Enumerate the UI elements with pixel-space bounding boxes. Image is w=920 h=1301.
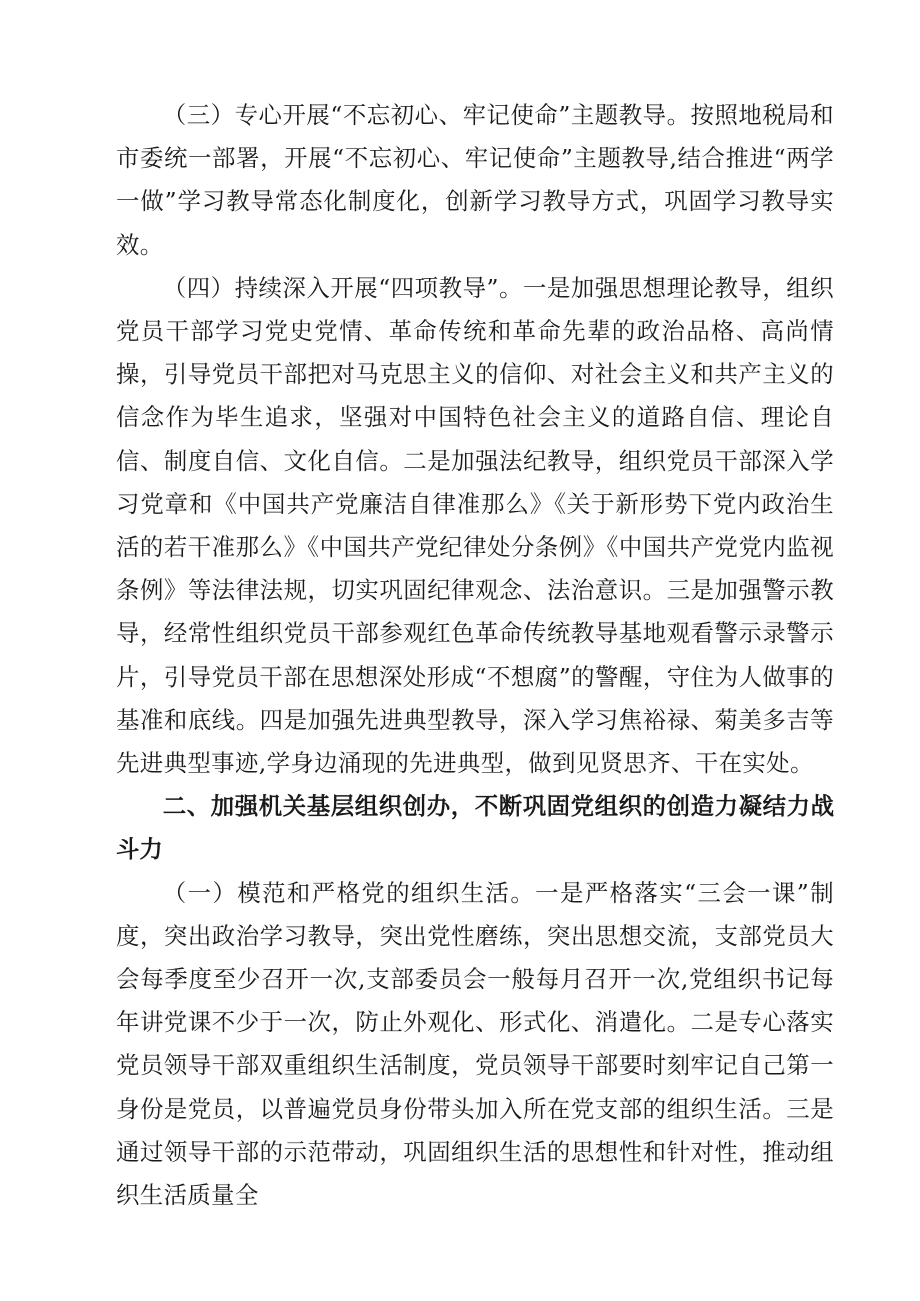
paragraph-subsection-1: （一）模范和严格党的组织生活。一是严格落实“三会一课”制度，突出政治学习教导，突出党性磨练，突出思想交流，支部党员大会每季度至少召开一次,支部委员会一般每月召开一次,党组织书记每年讲党课不少于一次，防止外观化、形式化、消遣化。二是专心落实党员领导干部双重组织生活制度，党员领导干部要时刻牢记自己第一身份是党员，以普遍党员身份带头加入所在党支部的组织生活。三是通过领导干部的示范带动，巩固组织生活的思想性和针对性，推动组织生活质量全 bbox=[116, 878, 834, 1210]
section-heading-2: 二、加强机关基层组织创办，不断巩固党组织的创造力凝结力战斗力 bbox=[116, 792, 834, 864]
paragraph-section-4: （四）持续深入开展“四项教导”。一是加强思想理论教导，组织党员干部学习党史党情、革命传统和革命先辈的政治品格、高尚情操，引导党员干部把对马克思主义的信仰、对社会主义和共产主义的信念作为毕生追求，坚强对中国特色社会主义的道路自信、理论自信、制度自信、文化自信。二是加强法纪教导，组织党员干部深入学习党章和《中国共产党廉洁自律准那么》《关于新形势下党内政治生活的若干准那么》《中国共产党纪律处分条例》《中国共产党党内监视条例》等法律法规，切实巩固纪律观念、法治意识。三是加强警示教导，经常性组织党员干部参观红色革命传统教导基地观看警示录警示片，引导党员干部在思想深处形成“不想腐”的警醒，守住为人做事的基准和底线。四是加强先进典型教导，深入学习焦裕禄、菊美多吉等先进典型事迹,学身边涌现的先进典型，做到见贤思齐、干在实处。 bbox=[116, 273, 834, 778]
paragraph-section-3: （三）专心开展“不忘初心、牢记使命”主题教导。按照地税局和市委统一部署，开展“不忘初心、牢记使命”主题教导,结合推进“两学一做”学习教导常态化制度化，创新学习教导方式，巩固学习教导实效。 bbox=[116, 101, 834, 259]
document-page bbox=[116, 94, 834, 1217]
